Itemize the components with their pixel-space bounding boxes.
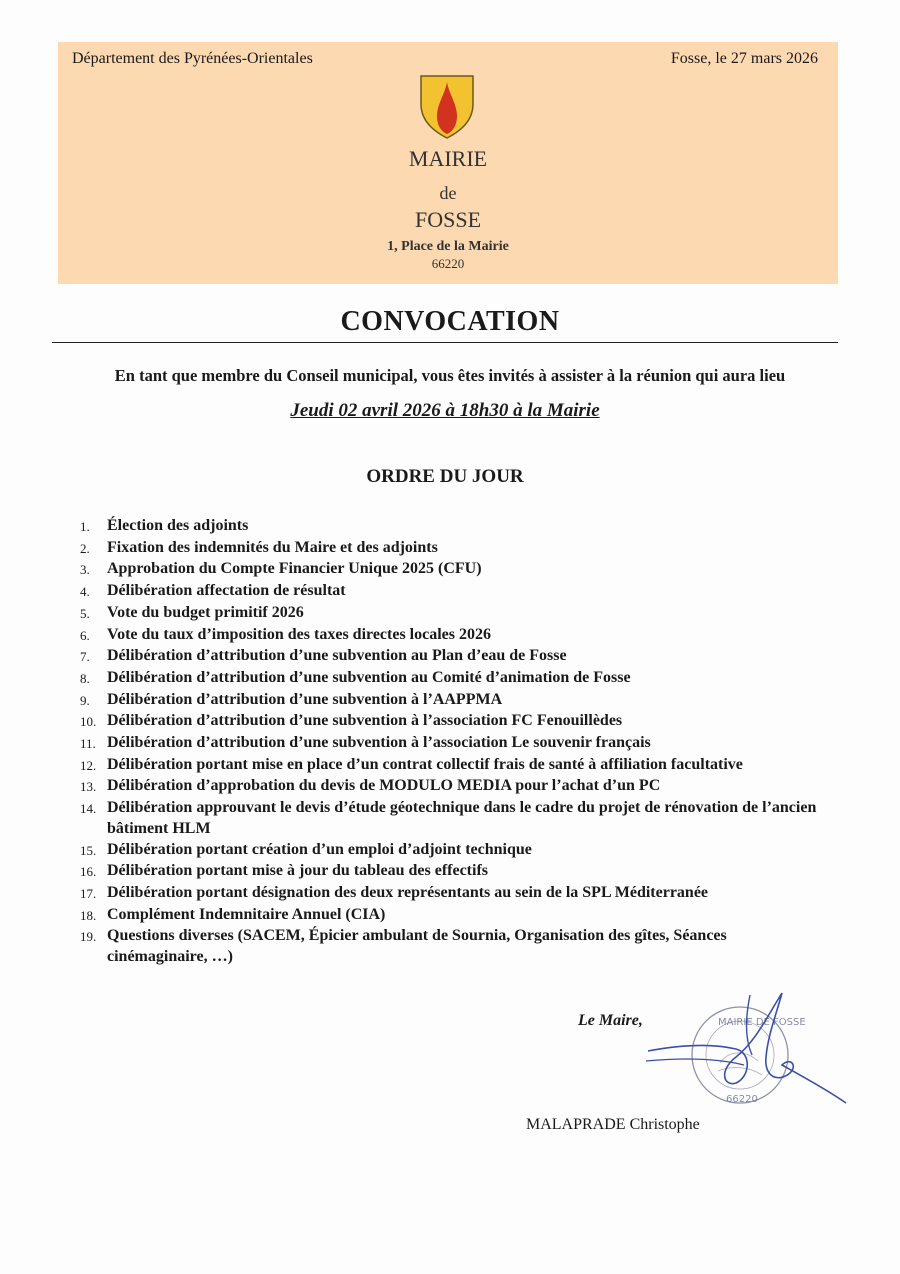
agenda-list [80, 516, 820, 968]
agenda-item-text: Délibération portant création d’un emploi d’adjoint technique [107, 840, 532, 858]
agenda-item-text: Délibération d’attribution d’une subvention au Comité d’animation de Fosse [107, 668, 631, 686]
agenda-item-text: Complément Indemnitaire Annuel (CIA) [107, 905, 386, 923]
agenda-item-text: Questions diverses (SACEM, Épicier ambulant de Sournia, Organisation des gîtes, Séances cinémaginaire, …) [107, 927, 727, 966]
agenda-item [80, 733, 820, 755]
agenda-item [80, 668, 820, 690]
agenda-item [80, 755, 820, 777]
agenda-item-text: Délibération d’approbation du devis de MODULO MEDIA pour l’achat d’un PC [107, 777, 661, 795]
agenda-item-number: 4. [80, 584, 90, 600]
agenda-item [80, 840, 820, 862]
agenda-item [80, 581, 820, 603]
meeting-datetime: Jeudi 02 avril 2026 à 18h30 à la Mairie [290, 400, 600, 421]
agenda-item-number: 5. [80, 605, 90, 621]
agenda-item-text: Délibération d’attribution d’une subvention à l’association FC Fenouillèdes [107, 712, 623, 730]
address: 1, Place de la Mairie [387, 239, 509, 254]
agenda-item-text: Délibération affectation de résultat [107, 582, 346, 600]
agenda-item-number: 18. [80, 907, 97, 923]
agenda-item-number: 14. [80, 801, 97, 817]
agenda-item-number: 13. [80, 779, 97, 795]
agenda-item-text: Délibération approuvant le devis d’étude géotechnique dans le cadre du projet de rénovation de l’ancien bâtiment HLM [107, 799, 817, 837]
place-date: Fosse, le 27 mars 2026 [670, 50, 818, 67]
title-divider [52, 342, 838, 343]
agenda-item [80, 516, 820, 538]
agenda-item [80, 776, 820, 798]
agenda-item-text: Délibération portant désignation des deux représentants au sein de la SPL Méditerranée [107, 883, 709, 901]
agenda-item [80, 883, 820, 905]
agenda-item-number: 1. [80, 519, 90, 534]
agenda-item [80, 711, 820, 733]
agenda-item-text: Vote du taux d’imposition des taxes directes locales 2026 [107, 625, 491, 643]
agenda-item-number: 11. [80, 736, 96, 752]
letterhead [58, 42, 838, 284]
mairie-de: de [439, 183, 457, 203]
agenda-item [80, 646, 820, 668]
agenda-item [80, 798, 820, 839]
town-name: FOSSE [414, 207, 482, 232]
agenda-item [80, 625, 820, 647]
stamp-text-postcode: 66220 [726, 1094, 758, 1105]
mayor-name: MALAPRADE Christophe [526, 1116, 700, 1133]
agenda-item [80, 690, 820, 712]
mayor-stamp-signature [640, 985, 850, 1125]
agenda-title: ORDRE DU JOUR [366, 466, 524, 487]
agenda-item-number: 17. [80, 885, 97, 901]
agenda-item-text: Délibération portant mise en place d’un contrat collectif frais de santé à affiliation facultative [107, 755, 743, 773]
agenda-item [80, 603, 820, 625]
agenda-item-number: 3. [80, 562, 90, 578]
page-title: CONVOCATION [340, 306, 560, 337]
agenda-item [80, 559, 820, 581]
agenda-item-text: Délibération d’attribution d’une subvention à l’AAPPMA [107, 690, 503, 708]
agenda-item-number: 10. [80, 714, 97, 730]
agenda-item-text: Approbation du Compte Financier Unique 2025 (CFU) [107, 560, 482, 578]
agenda-item-text: Élection des adjoints [107, 517, 249, 534]
agenda-item-text: Délibération d’attribution d’une subvention à l’association Le souvenir français [107, 734, 651, 752]
agenda-item-number: 6. [80, 627, 90, 643]
agenda-item-text: Délibération d’attribution d’une subvention au Plan d’eau de Fosse [107, 647, 567, 665]
agenda-item-number: 12. [80, 757, 97, 773]
agenda-item-number: 9. [80, 692, 90, 708]
agenda-item [80, 861, 820, 883]
agenda-item-number: 7. [80, 649, 90, 665]
agenda-item-text: Fixation des indemnités du Maire et des adjoints [107, 538, 438, 556]
agenda-item-number: 8. [80, 670, 90, 686]
intro-text: En tant que membre du Conseil municipal, vous êtes invités à assister à la réunion qui aura lieu [114, 366, 786, 385]
postcode: 66220 [431, 256, 465, 271]
agenda-item-number: 19. [80, 929, 97, 945]
agenda-item-text: Délibération portant mise à jour du tableau des effectifs [107, 862, 488, 880]
agenda-item-number: 16. [80, 864, 97, 880]
coat-of-arms-icon [419, 74, 475, 140]
stamp-text-top: MAIRIE DE FOSSE [718, 1017, 806, 1028]
agenda-item [80, 538, 820, 560]
agenda-item [80, 926, 820, 967]
agenda-item-text: Vote du budget primitif 2026 [107, 603, 304, 621]
agenda-item-number: 15. [80, 842, 97, 858]
signature-label: Le Maire, [578, 1012, 643, 1029]
agenda-item-number: 2. [80, 540, 90, 556]
agenda-item [80, 905, 820, 927]
department-name: Département des Pyrénées-Orientales [72, 50, 313, 67]
mairie-title: MAIRIE [408, 146, 488, 171]
